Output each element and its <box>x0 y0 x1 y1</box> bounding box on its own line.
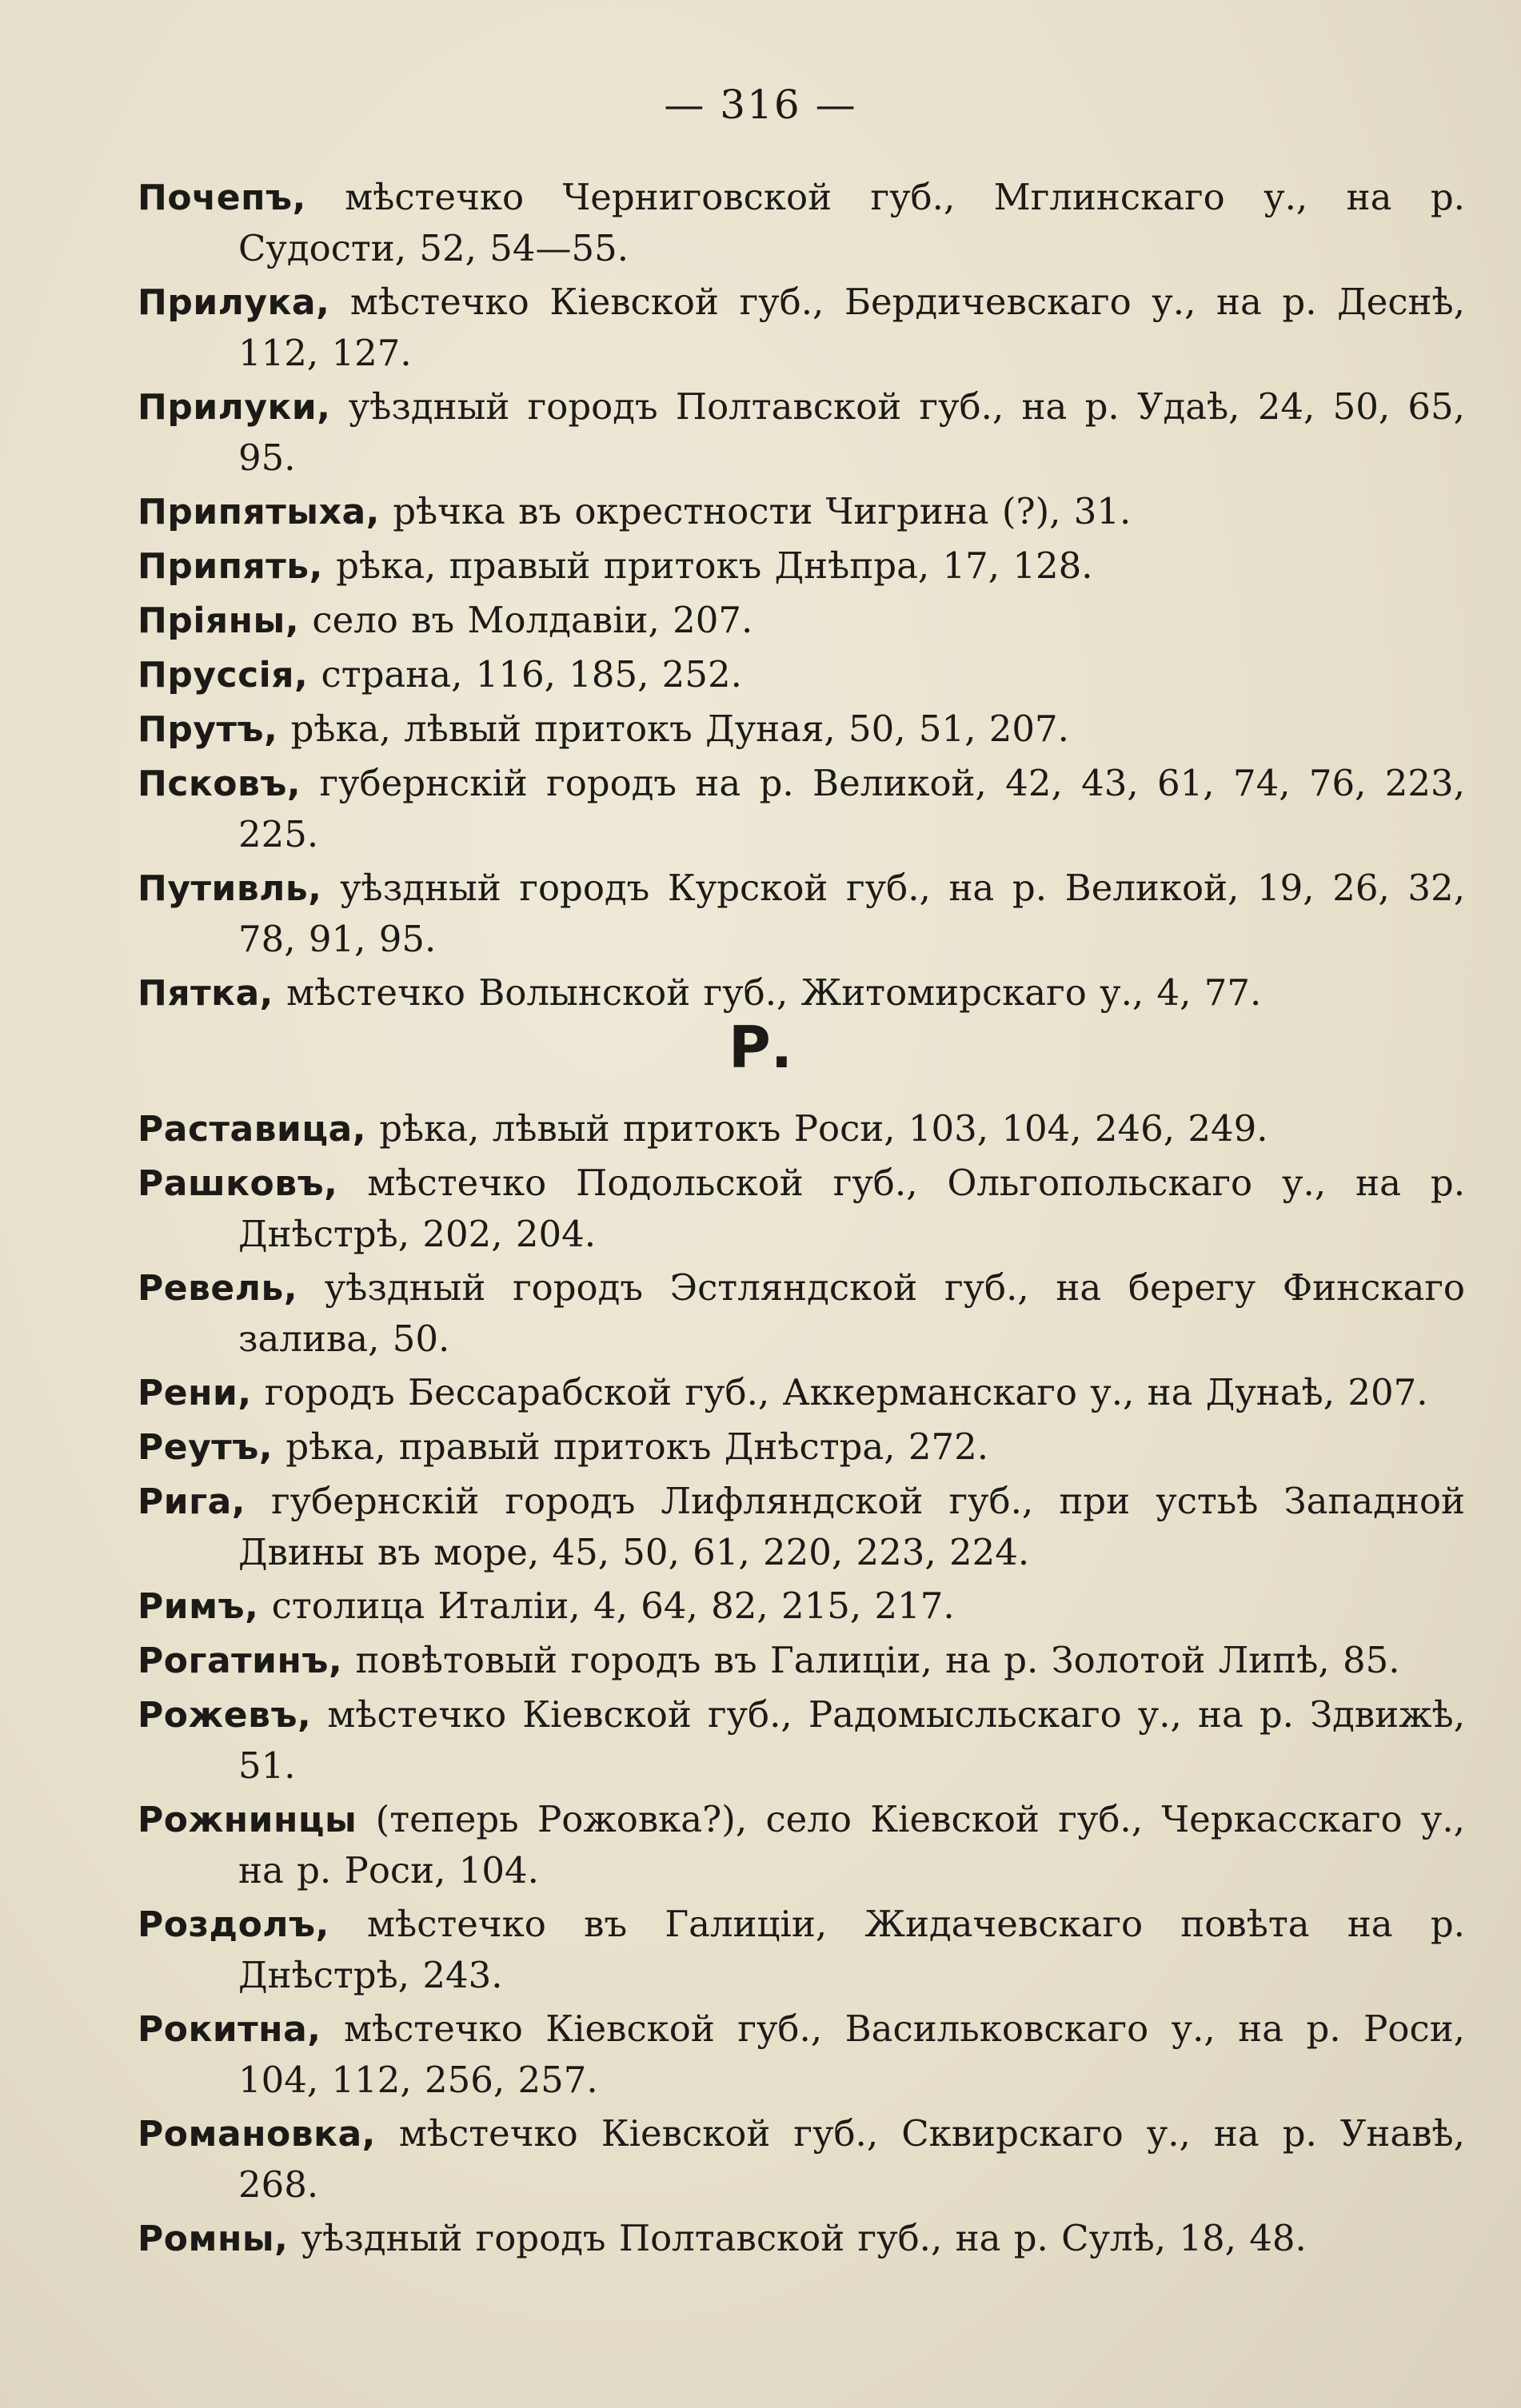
entry-text: уѣздный городъ Полтавской губ., на р. Удаѣ, 24, 50, 65, 95. <box>238 385 1465 479</box>
entry-text: городъ Бессарабской губ., Аккерманскаго у., на Дунаѣ, 207. <box>251 1371 1428 1413</box>
entry-text: страна, 116, 185, 252. <box>308 653 742 696</box>
entry-term: Припять, <box>138 546 323 587</box>
index-entry <box>138 1689 1465 1791</box>
entry-text: мѣстечко Кіевской губ., Радомысльскаго у., на р. Здвижѣ, 51. <box>238 1693 1465 1787</box>
index-entry <box>138 172 1465 273</box>
entry-text: мѣстечко Черниговской губ., Мглинскаго у., на р. Судости, 52, 54—55. <box>238 176 1465 269</box>
entry-term: Прутъ, <box>138 709 278 750</box>
entry-term: Реутъ, <box>138 1427 273 1468</box>
index-entry <box>138 1158 1465 1259</box>
index-entry <box>138 967 1465 1019</box>
index-entry <box>138 486 1465 537</box>
entry-term: Припятыха, <box>138 492 380 532</box>
entry-term: Роздолъ, <box>138 1904 329 1945</box>
entry-term: Рогатинъ, <box>138 1641 343 1681</box>
index-entry <box>138 1103 1465 1154</box>
entry-term: Римъ, <box>138 1586 259 1627</box>
entry-term: Рени, <box>138 1373 252 1413</box>
entry-term: Прилуки, <box>138 387 331 428</box>
index-entry <box>138 1262 1465 1364</box>
section-heading-letter: Р. <box>728 1014 793 1081</box>
entry-term: Рожнинцы <box>138 1800 357 1840</box>
index-entry <box>138 649 1465 700</box>
index-section-r <box>138 1103 1465 2267</box>
index-entry <box>138 1421 1465 1473</box>
index-entry <box>138 540 1465 592</box>
entry-term: Почепъ, <box>138 177 306 218</box>
index-section-p <box>138 172 1465 1022</box>
entry-term: Пруссія, <box>138 655 309 696</box>
entry-term: Псковъ, <box>138 763 301 804</box>
entry-term: Романовка, <box>138 2114 376 2155</box>
entry-text: столица Италіи, 4, 64, 82, 215, 217. <box>258 1585 955 1627</box>
entry-text: рѣчка въ окрестности Чигрина (?), 31. <box>379 490 1132 532</box>
entry-text: мѣстечко Кіевской губ., Сквирскаго у., на р. Унавѣ, 268. <box>238 2112 1465 2206</box>
entry-text: мѣстечко Кіевской губ., Бердичевскаго у., на р. Деснѣ, 112, 127. <box>238 281 1465 374</box>
entry-text: село въ Молдавіи, 207. <box>299 599 753 641</box>
entry-text: уѣздный городъ Полтавской губ., на р. Сулѣ, 18, 48. <box>288 2217 1307 2259</box>
entry-text: уѣздный городъ Эстляндской губ., на берегу Финскаго залива, 50. <box>238 1266 1465 1360</box>
index-entry <box>138 704 1465 755</box>
entry-term: Раставица, <box>138 1109 366 1150</box>
entry-term: Пріяны, <box>138 600 300 641</box>
entry-term: Ромны, <box>138 2219 289 2259</box>
page-number: — 316 — <box>664 82 857 128</box>
entry-term: Путивль, <box>138 868 322 909</box>
entry-term: Рига, <box>138 1481 246 1522</box>
index-entry <box>138 863 1465 964</box>
entry-text: (теперь Рожовка?), село Кіевской губ., Черкасскаго у., на р. Роси, 104. <box>238 1798 1465 1892</box>
index-entry <box>138 1635 1465 1686</box>
index-entry <box>138 1367 1465 1418</box>
index-entry <box>138 1899 1465 2000</box>
index-entry <box>138 2003 1465 2105</box>
index-entry <box>138 1794 1465 1896</box>
entry-text: мѣстечко Кіевской губ., Васильковскаго у., на р. Роси, 104, 112, 256, 257. <box>238 2007 1465 2101</box>
index-entry <box>138 1476 1465 1577</box>
index-entry <box>138 381 1465 483</box>
index-entry <box>138 1581 1465 1632</box>
entry-text: уѣздный городъ Курской губ., на р. Великой, 19, 26, 32, 78, 91, 95. <box>238 867 1465 960</box>
entry-text: повѣтовый городъ въ Галиціи, на р. Золотой Липѣ, 85. <box>342 1639 1400 1681</box>
entry-text: мѣстечко Волынской губ., Житомирскаго у., 4, 77. <box>273 971 1262 1014</box>
entry-term: Рокитна, <box>138 2009 321 2050</box>
entry-text: рѣка, правый притокъ Днѣстра, 272. <box>273 1425 989 1468</box>
entry-text: губернскій городъ Лифляндской губ., при устьѣ Западной Двины въ море, 45, 50, 61, 220, 223, 224. <box>238 1480 1465 1573</box>
entry-text: мѣстечко Подольской губ., Ольгопольскаго у., на р. Днѣстрѣ, 202, 204. <box>238 1162 1465 1255</box>
index-entry <box>138 277 1465 378</box>
entry-term: Пятка, <box>138 973 273 1014</box>
index-entry <box>138 2108 1465 2210</box>
entry-term: Рашковъ, <box>138 1163 338 1204</box>
entry-text: мѣстечко въ Галиціи, Жидачевскаго повѣта на р. Днѣстрѣ, 243. <box>238 1903 1465 1996</box>
index-entry <box>138 595 1465 646</box>
index-entry <box>138 758 1465 859</box>
entry-text: губернскій городъ на р. Великой, 42, 43, 61, 74, 76, 223, 225. <box>238 762 1465 855</box>
entry-term: Ревель, <box>138 1268 298 1309</box>
entry-text: рѣка, лѣвый притокъ Дуная, 50, 51, 207. <box>277 708 1069 750</box>
entry-text: рѣка, лѣвый притокъ Роси, 103, 104, 246, 249. <box>365 1107 1268 1150</box>
entry-term: Рожевъ, <box>138 1695 312 1736</box>
index-entry <box>138 2213 1465 2264</box>
entry-text: рѣка, правый притокъ Днѣпра, 17, 128. <box>322 544 1093 587</box>
entry-term: Прилука, <box>138 282 330 323</box>
